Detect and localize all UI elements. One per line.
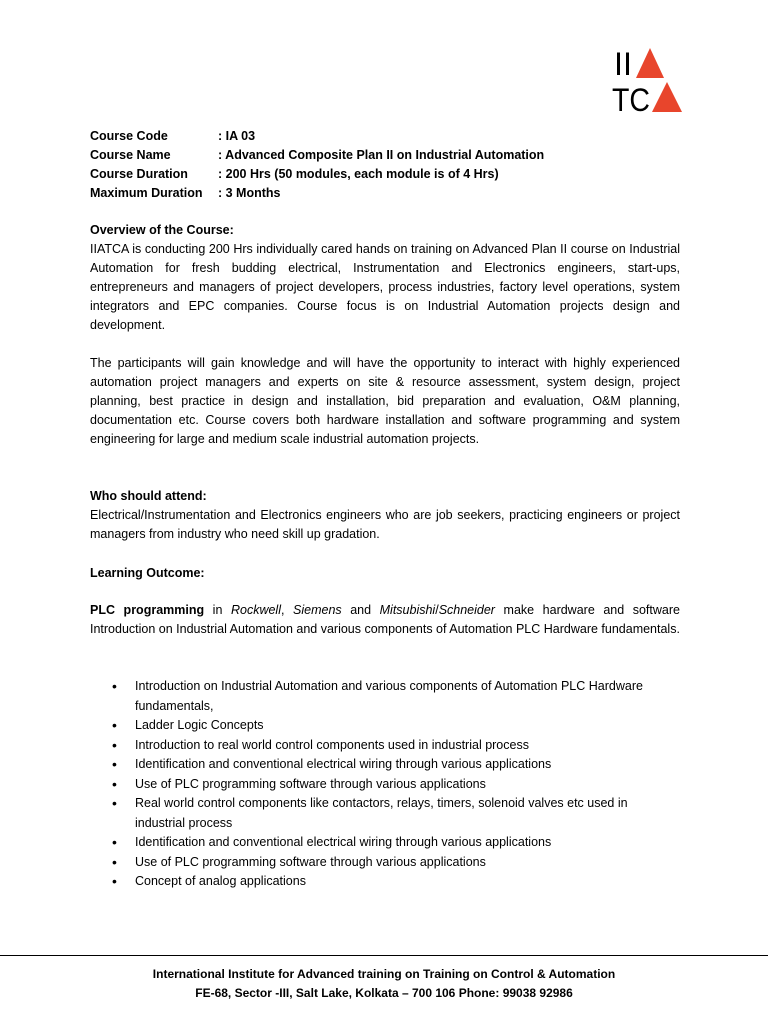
brand-schneider: Schneider	[438, 603, 495, 617]
meta-row-code	[90, 127, 544, 146]
footer-divider	[0, 955, 768, 956]
list-item: • Use of PLC programming software through various applications	[90, 853, 650, 873]
iiatca-logo	[610, 44, 682, 114]
logo-letters-top: II	[614, 46, 632, 82]
meta-key: Course Code	[90, 129, 168, 143]
list-item: • Concept of analog applications	[90, 872, 650, 892]
logo-triangle-bottom	[652, 82, 682, 112]
list-item: • Real world control components like contactors, relays, timers, solenoid valves etc used in industrial process	[90, 794, 650, 833]
list-item: • Ladder Logic Concepts	[90, 716, 650, 736]
intro-slash: /	[435, 603, 439, 617]
meta-row-name	[90, 146, 544, 165]
attend-heading: Who should attend:	[90, 489, 207, 503]
logo-letters-bottom: TC	[612, 82, 650, 114]
list-item: • Identification and conventional electrical wiring through various applications	[90, 833, 650, 853]
brand-mitsubishi: Mitsubishi	[379, 603, 436, 617]
list-item: • Use of PLC programming software through various applications	[90, 775, 650, 795]
meta-row-duration	[90, 165, 544, 184]
meta-value: : 200 Hrs (50 modules, each module is of 4 Hrs)	[218, 167, 499, 181]
intro-and: and	[341, 603, 380, 617]
overview-heading: Overview of the Course:	[90, 223, 234, 237]
meta-key: Course Name	[90, 148, 171, 162]
outcome-heading: Learning Outcome:	[90, 566, 205, 580]
intro-in: in	[204, 603, 231, 617]
outcome-bullet-list	[90, 677, 650, 892]
footer	[0, 965, 768, 1003]
meta-key: Maximum Duration	[90, 186, 203, 200]
list-item: • Identification and conventional electrical wiring through various applications	[90, 755, 650, 775]
overview-paragraph-1: IIATCA is conducting 200 Hrs individually cared hands on training on Advanced Plan II course on Industrial Automation for fresh budding electrical, Instrumentation and Electronics engineers, start-ups, entrepreneurs and managers of project developers, process industries, factory level operations, system integrators and EPC companies. Course focus is on Industrial Automation projects design and development.	[90, 242, 680, 332]
intro-comma: ,	[280, 603, 294, 617]
brand-siemens: Siemens	[293, 603, 342, 617]
attend-text: Electrical/Instrumentation and Electronics engineers who are job seekers, practicing engineers or project managers from industry who need skill up gradation.	[90, 508, 680, 541]
footer-institute-name: International Institute for Advanced training on Training on Control & Automation	[152, 967, 616, 981]
meta-value: : IA 03	[218, 129, 256, 143]
list-item: • Introduction on Industrial Automation and various components of Automation PLC Hardware fundamentals,	[90, 677, 650, 716]
course-meta	[90, 127, 544, 203]
intro-rest: make hardware and software Introduction on Industrial Automation and various components of Automation PLC Hardware fundamentals.	[90, 603, 680, 636]
plc-programming-label: PLC programming	[90, 603, 205, 617]
brand-rockwell: Rockwell	[230, 603, 281, 617]
meta-value: : Advanced Composite Plan II on Industrial Automation	[218, 148, 545, 162]
list-item: • Introduction to real world control components used in industrial process	[90, 736, 650, 756]
outcome-intro	[90, 601, 680, 639]
footer-address: FE-68, Sector -III, Salt Lake, Kolkata – 700 106 Phone: 99038 92986	[195, 986, 573, 1000]
meta-key: Course Duration	[90, 167, 188, 181]
meta-value: : 3 Months	[218, 186, 281, 200]
logo-triangle-top	[636, 48, 664, 78]
overview-paragraph-2: The participants will gain knowledge and will have the opportunity to interact with highly experienced automation project managers and experts on site & resource assessment, system design, project planning, best practice in design and installation, bid preparation and evaluation, O&M planning, documentation etc. Course covers both hardware installation and software programming and system engineering for large and medium scale industrial automation projects.	[90, 356, 680, 446]
meta-row-max-duration	[90, 184, 544, 203]
